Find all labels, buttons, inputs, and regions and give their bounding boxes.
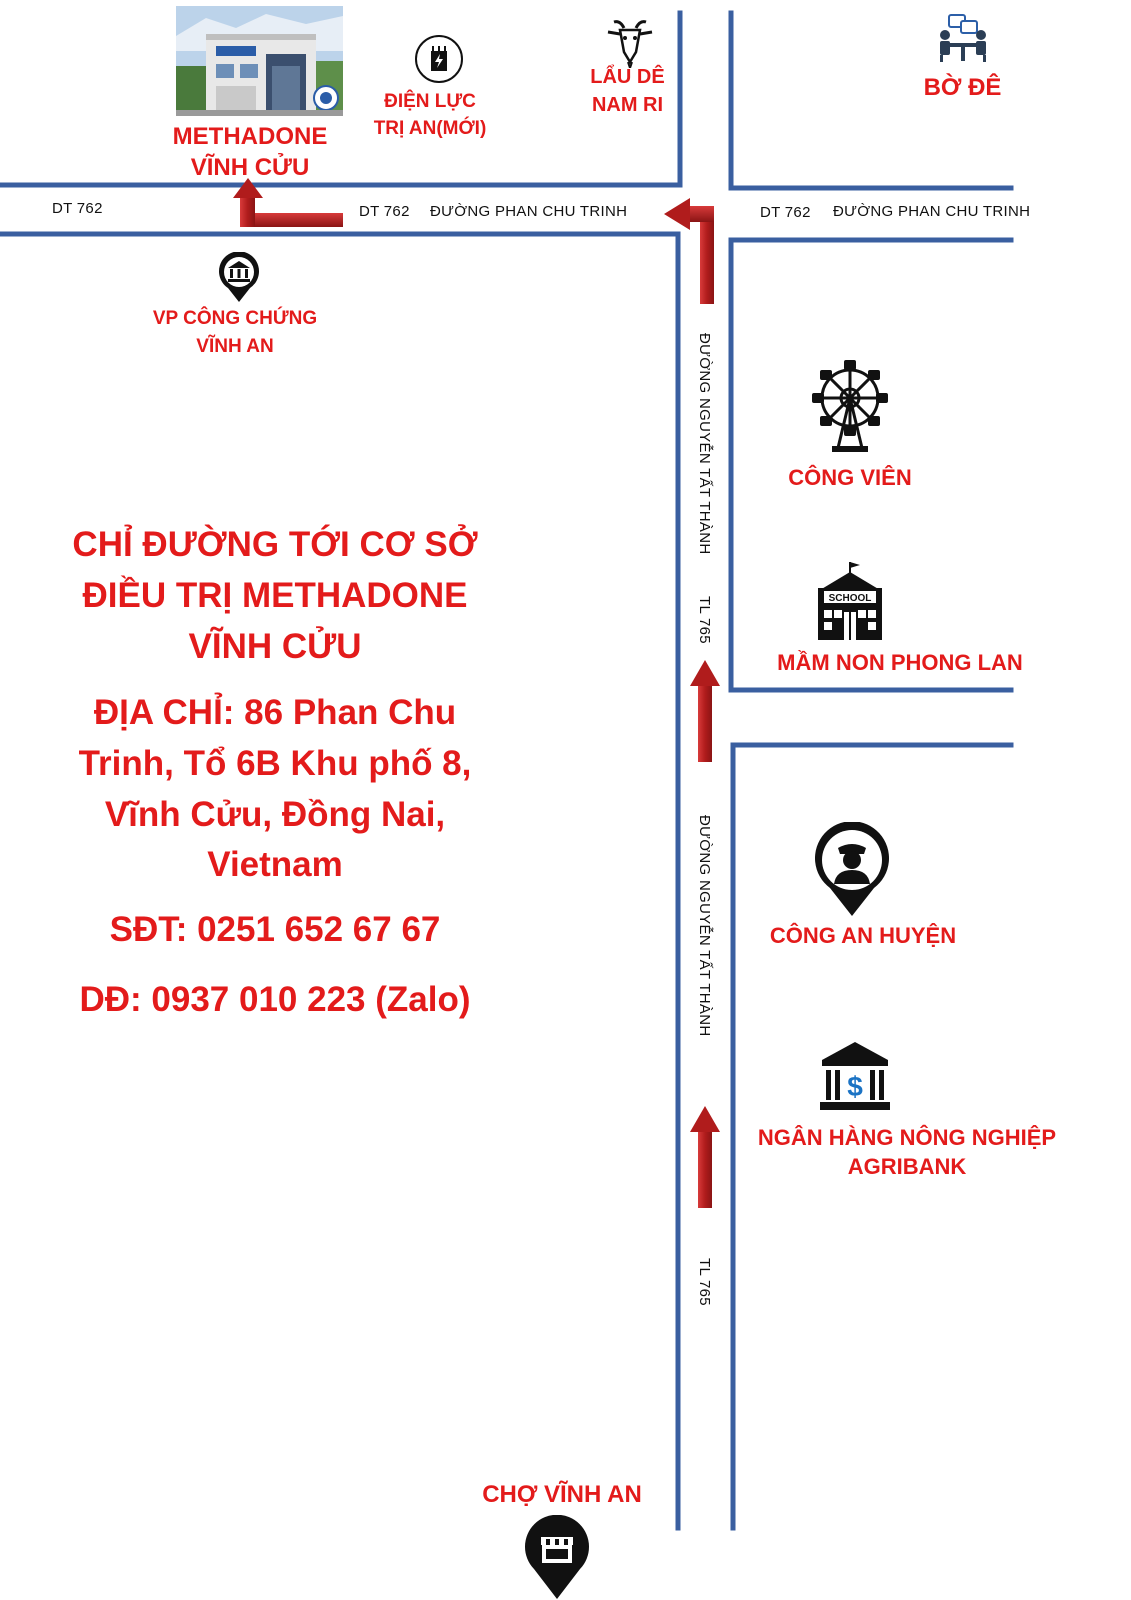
road-label-dt762-mid-code: DT 762 [359, 203, 410, 220]
address-line4: Vietnam [207, 845, 343, 885]
landmark-lau-de [570, 63, 685, 119]
ngan-hang-line2: AGRIBANK [847, 1153, 967, 1179]
cong-chung-line1: VP CÔNG CHỨNG [152, 308, 318, 329]
landmark-cong-chung [130, 305, 340, 360]
landmark-mam-non: MẦM NON PHONG LAN [777, 650, 1023, 675]
lau-de-line2: NAM RI [591, 94, 664, 116]
road-label-phan-chu-trinh-mid: ĐƯỜNG PHAN CHU TRINH [430, 203, 628, 220]
market-pin-icon [522, 1515, 592, 1599]
lau-de-line1: LẨU DÊ [590, 66, 665, 88]
title-line2: ĐIỀU TRỊ METHADONE [82, 575, 468, 615]
landmark-ngan-hang [748, 1124, 1066, 1181]
route-arrow-4 [233, 178, 343, 227]
bank-pin-icon [216, 252, 262, 304]
address-line2: Trinh, Tổ 6B Khu phố 8, [78, 743, 472, 783]
road-label-tl765-1: TL 765 [696, 596, 713, 644]
title-line1: CHỈ ĐƯỜNG TỚI CƠ SỞ [72, 525, 478, 564]
landmark-cho-vinh-an: CHỢ VĨNH AN [482, 1481, 642, 1508]
road-label-dt762-right-code: DT 762 [760, 204, 811, 221]
info-address [40, 688, 510, 891]
landmark-cong-an: CÔNG AN HUYỆN [769, 923, 957, 948]
methadone-line1: METHADONE [172, 123, 328, 150]
dien-luc-line1: ĐIỆN LỰC [384, 91, 476, 112]
road-label-nguyen-tat-thanh-1: ĐƯỜNG NGUYỄN TẤT THÀNH [696, 333, 713, 555]
facility-photo [176, 6, 343, 116]
school-icon [812, 560, 888, 642]
info-phone: SĐT: 0251 652 67 67 [109, 910, 441, 949]
svg-text:$: $ [847, 1071, 863, 1102]
address-line3: Vĩnh Cửu, Đồng Nai, [104, 794, 446, 834]
road-label-nguyen-tat-thanh-2: ĐƯỜNG NGUYỄN TẤT THÀNH [696, 815, 713, 1037]
dien-luc-line2: TRỊ AN(MỚI) [373, 117, 487, 139]
methadone-line2: VĨNH CỬU [190, 154, 310, 182]
road-label-dt762-left: DT 762 [52, 200, 103, 217]
info-mobile: DĐ: 0937 010 223 (Zalo) [79, 980, 471, 1019]
route-arrow-2 [690, 660, 720, 762]
electric-pole-icon [414, 34, 464, 84]
police-pin-icon [812, 822, 892, 918]
landmark-cong-vien: CÔNG VIÊN [788, 465, 912, 490]
route-arrow-1 [690, 1106, 720, 1208]
meeting-icon [937, 13, 989, 63]
school-sign: SCHOOL [828, 593, 872, 604]
ngan-hang-line1: NGÂN HÀNG NÔNG NGHIỆP [757, 1125, 1057, 1150]
landmark-methadone [160, 121, 340, 183]
bank-icon [818, 1040, 892, 1112]
title-line3: VĨNH CỬU [188, 626, 362, 666]
goat-icon [604, 16, 656, 68]
road-label-tl765-2: TL 765 [696, 1258, 713, 1306]
ferris-wheel-icon [806, 358, 894, 454]
road-label-phan-chu-trinh-right: ĐƯỜNG PHAN CHU TRINH [833, 203, 1031, 220]
route-arrow-3 [664, 198, 714, 304]
landmark-bo-de: BỜ ĐÊ [923, 74, 1002, 101]
cong-chung-line2: VĨNH AN [196, 335, 274, 357]
address-line1: ĐỊA CHỈ: 86 Phan Chu [93, 693, 457, 732]
info-title [40, 520, 510, 672]
landmark-dien-luc [360, 89, 500, 142]
